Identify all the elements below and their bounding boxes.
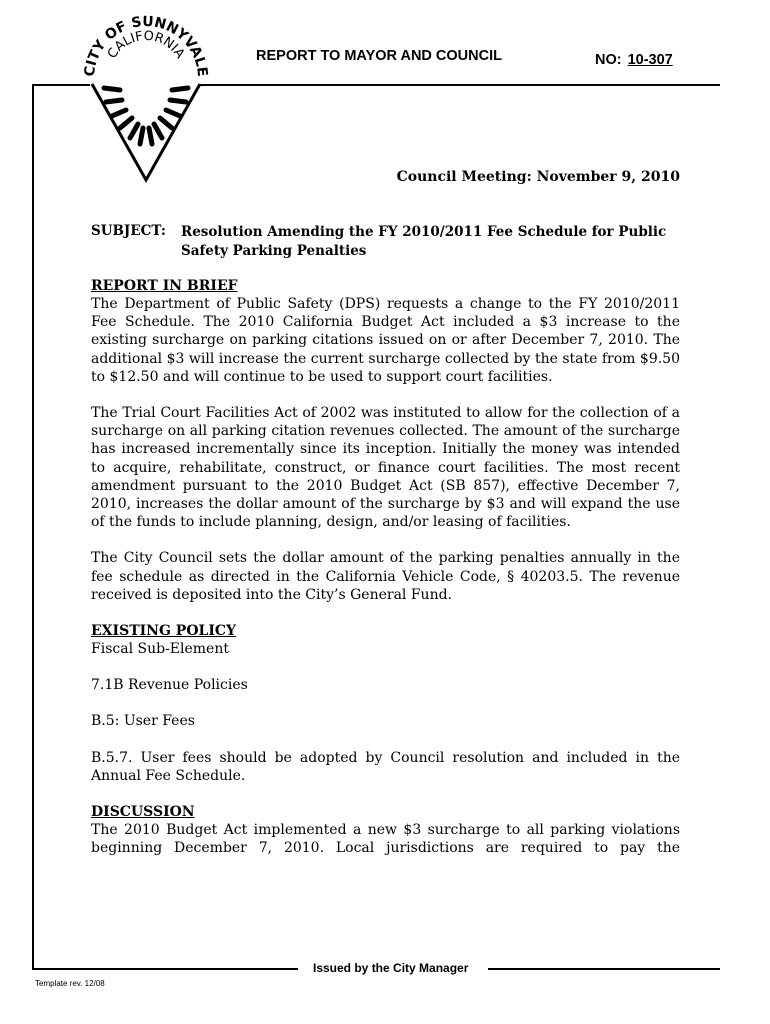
svg-text:CITY OF SUNNYVALE	[82, 14, 210, 77]
city-seal-logo	[82, 8, 210, 184]
template-revision: Template rev. 12/08	[35, 979, 105, 988]
report-number	[595, 52, 673, 68]
heading-report-in-brief: REPORT IN BRIEF	[91, 278, 238, 294]
report-body	[91, 277, 680, 857]
report-number-value: 10-307	[627, 52, 673, 68]
frame-left-rule	[32, 84, 34, 970]
subject-text: Resolution Amending the FY 2010/2011 Fee Schedule for Public Safety Parking Penalties	[181, 224, 667, 259]
subject-label: SUBJECT:	[91, 223, 166, 239]
heading-discussion: DISCUSSION	[91, 804, 195, 821]
policy-line-1: Fiscal Sub-Element	[91, 641, 229, 658]
frame-top-rule-left	[32, 84, 90, 86]
heading-existing-policy: EXISTING POLICY	[91, 623, 237, 640]
frame-bottom-rule-left	[32, 968, 298, 970]
policy-line-2: 7.1B Revenue Policies	[91, 677, 248, 694]
brief-paragraph-2: The Trial Court Facilities Act of 2002 was instituted to allow for the collection of a surcharge on all parking citation revenues collected. The amount of the surcharge has increased incrementally since its inception. Initially the money was intended to acquire, rehabilitate, construct, or finance court facilities. The most recent amendment pursuant to the 2010 Budget Act (SB 857), effective December 7, 2010, increases the dollar amount of the surcharge by $3 and will expand the use of the funds to include planning, design, and/or leasing of facilities.	[91, 405, 680, 531]
logo-outer-text: CITY OF SUNNYVALE	[82, 13, 210, 78]
report-number-label: NO:	[595, 52, 622, 68]
discussion-paragraph-1: The 2010 Budget Act implemented a new $3 surcharge to all parking violations beginning December 7, 2010. Local jurisdictions are required to pay the	[91, 822, 680, 857]
logo-inner-text: CALIFORNIA	[104, 28, 188, 62]
council-meeting-date: Council Meeting: November 9, 2010	[396, 169, 680, 185]
policy-line-4: B.5.7. User fees should be adopted by Council resolution and included in the Annual Fee Schedule.	[91, 749, 680, 784]
frame-top-rule-right	[200, 84, 720, 86]
brief-paragraph-3: The City Council sets the dollar amount of the parking penalties annually in the fee schedule as directed in the California Vehicle Code, § 40203.5. The revenue received is deposited into the City’s General Fund.	[91, 550, 680, 603]
brief-paragraph-1: The Department of Public Safety (DPS) requests a change to the FY 2010/2011 Fee Schedule. The 2010 California Budget Act included a $3 increase to the existing surcharge on parking citations issued on or after December 7, 2010. The additional $3 will increase the current surcharge collected by the state from $9.50 to $12.50 and will continue to be used to support court facilities.	[91, 296, 680, 385]
policy-line-3: B.5: User Fees	[91, 713, 195, 730]
report-title: REPORT TO MAYOR AND COUNCIL	[256, 48, 502, 64]
issued-by-city-manager: Issued by the City Manager	[313, 961, 469, 975]
frame-bottom-rule-right	[488, 968, 720, 970]
